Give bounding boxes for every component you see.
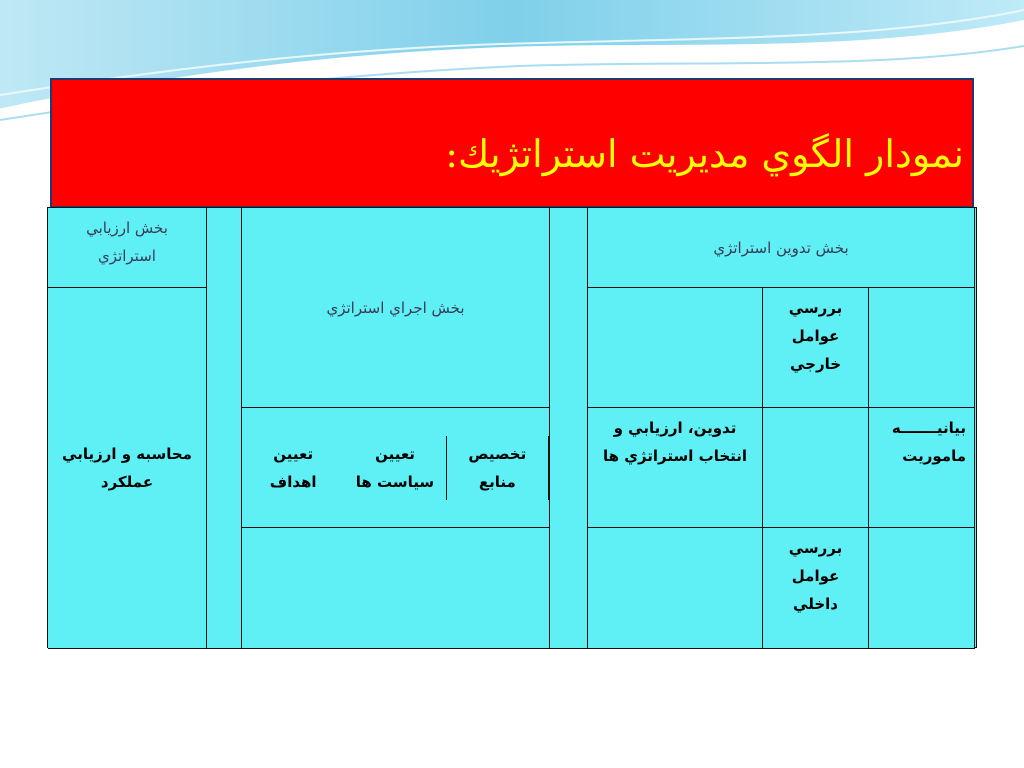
allocate-resources-cell: تخصيص منابع (447, 436, 549, 500)
set-policies-cell: تعيين سياست ها (344, 436, 446, 500)
formulate-strategies-cell: تدوين، ارزيابي و انتخاب استراتژي ها (588, 408, 763, 528)
slide-title: نمودار الگوي مديريت استراتژيك: (445, 132, 964, 176)
formulation-empty-cell-2 (869, 288, 975, 408)
mission-statement-cell: بيانيـــــــه ماموريت (869, 408, 975, 528)
measure-performance-cell: محاسبه و ارزيابي عملكرد (48, 288, 207, 649)
set-objectives-cell: تعيين اهداف (269, 444, 317, 491)
implementation-header: بخش اجراي استراتژي (242, 208, 550, 408)
external-factors-cell: بررسي عوامل خارجي (763, 288, 869, 408)
formulation-empty-cell-1 (588, 288, 763, 408)
formulation-empty-cell-5 (869, 528, 975, 649)
evaluation-header: بخش ارزيابي استراتژي (48, 208, 207, 288)
formulation-empty-cell-3 (763, 408, 869, 528)
internal-factors-cell: بررسي عوامل داخلي (763, 528, 869, 649)
implementation-empty-cell (242, 528, 550, 649)
formulation-header: بخش تدوين استراتژي (588, 208, 975, 288)
formulation-empty-cell-4 (588, 528, 763, 649)
gap-column-right (550, 208, 588, 649)
title-banner (50, 78, 974, 208)
implementation-steps (242, 408, 550, 528)
strategic-management-table (47, 207, 977, 648)
gap-column-left (207, 208, 242, 649)
